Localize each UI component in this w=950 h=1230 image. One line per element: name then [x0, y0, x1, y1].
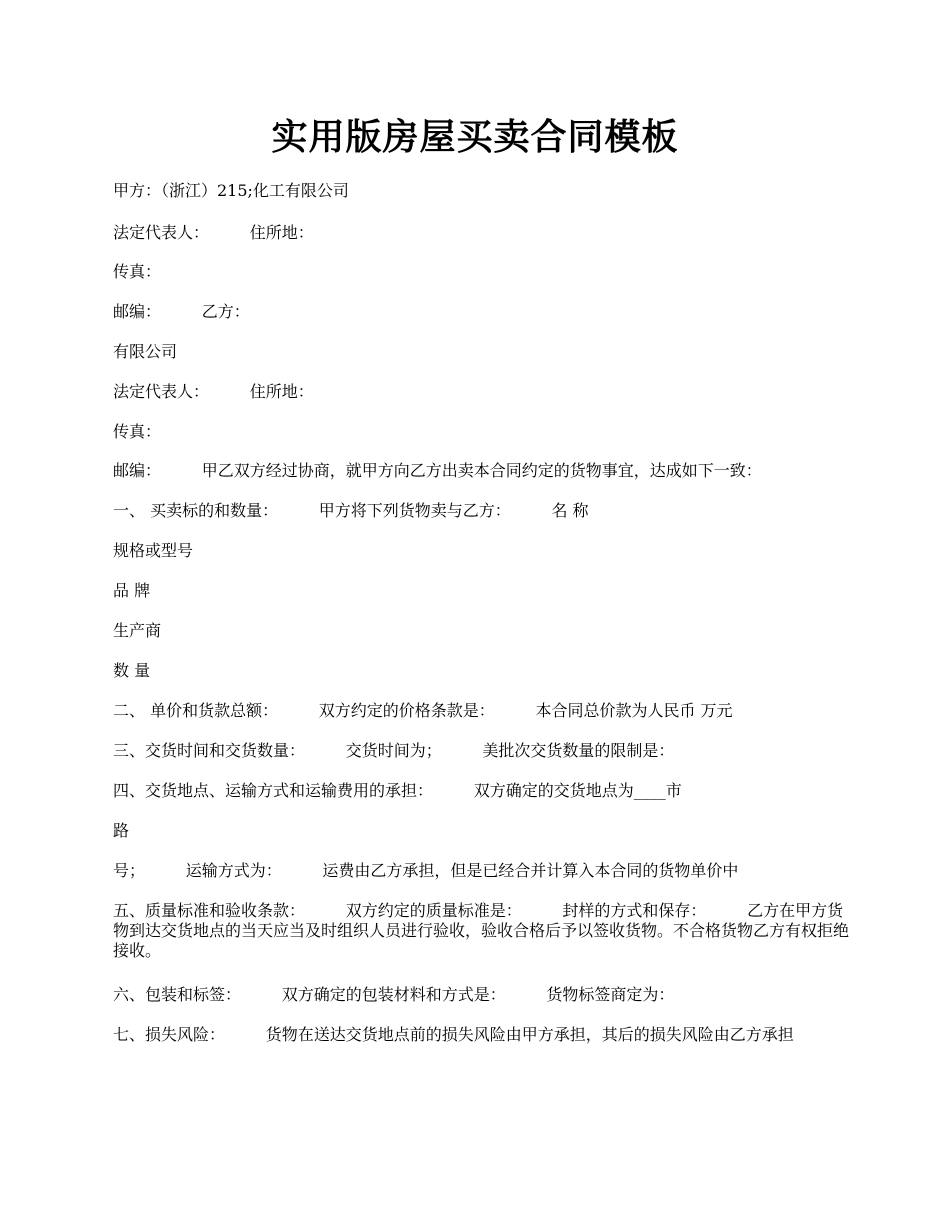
clause-4-transport: 号； 运输方式为： 运费由乙方承担，但是已经合并计算入本合同的货物单价中: [113, 861, 739, 880]
clause-2-price-total: 二、 单价和货款总额： 双方约定的价格条款是： 本合同总价款为人民币 万元: [113, 701, 733, 720]
clause-4-road: 路: [113, 821, 130, 840]
clause-4-delivery-place: 四、交货地点、运输方式和运输费用的承担： 双方确定的交货地点为____市: [113, 781, 682, 800]
party-a-representative-line: 法定代表人： 住所地：: [113, 223, 314, 242]
clause-7-loss-risk: 七、损失风险： 货物在送达交货地点前的损失风险由甲方承担，其后的损失风险由乙方承担: [113, 1025, 794, 1044]
clause-1-subject-quantity: 一、 买卖标的和数量： 甲方将下列货物卖与乙方： 名 称: [113, 501, 589, 520]
clause-3-delivery-time: 三、交货时间和交货数量： 交货时间为； 美批次交货数量的限制是：: [113, 741, 675, 760]
party-b-fax-line: 传真：: [113, 422, 162, 441]
party-a-postcode-line: 邮编： 乙方：: [113, 302, 250, 321]
party-b-company-line: 有限公司: [113, 342, 178, 361]
clause-1-manufacturer: 生产商: [113, 621, 162, 640]
clause-6-packaging-label: 六、包装和标签： 双方确定的包装材料和方式是： 货物标签商定为：: [113, 985, 675, 1004]
document-title: 实用版房屋买卖合同模板: [271, 116, 679, 158]
party-b-representative-line: 法定代表人： 住所地：: [113, 382, 314, 401]
clause-1-brand: 品 牌: [113, 581, 151, 600]
clause-1-spec-model: 规格或型号: [113, 541, 194, 560]
party-a-line: 甲方：（浙江）215;化工有限公司: [113, 181, 349, 200]
clause-1-quantity: 数 量: [113, 661, 151, 680]
clause-5-quality-acceptance: 五、质量标准和验收条款： 双方约定的质量标准是： 封样的方式和保存： 乙方在甲方货物到达交货地点的当天应当及时组织人员进行验收，验收合格后予以签收货物。不合格货物乙方有权拒绝接收。: [113, 901, 850, 960]
party-b-postcode-agreement-line: 邮编： 甲乙双方经过协商，就甲方向乙方出卖本合同约定的货物事宜，达成如下一致：: [113, 461, 762, 480]
party-a-fax-line: 传真：: [113, 262, 162, 281]
